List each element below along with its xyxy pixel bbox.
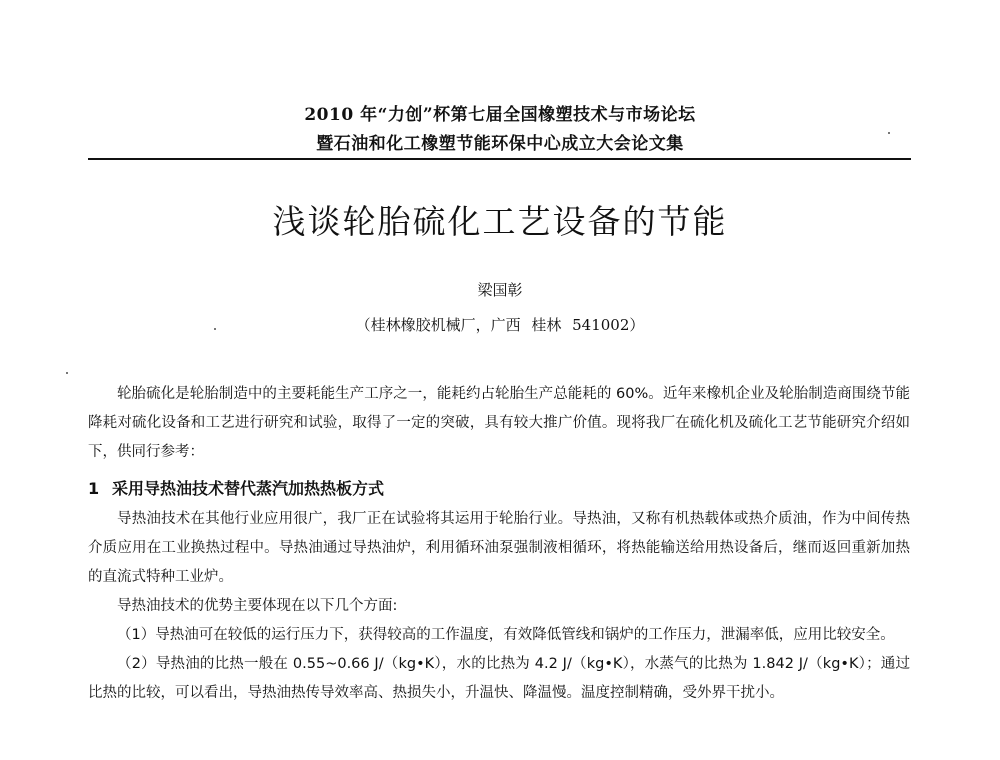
scan-speck xyxy=(888,132,890,134)
proceedings-title-line2: 暨石油和化工橡塑节能环保中心成立大会论文集 xyxy=(316,134,684,154)
header-divider xyxy=(88,158,911,160)
paper-body xyxy=(88,380,910,708)
intro-paragraph: 轮胎硫化是轮胎制造中的主要耗能生产工序之一，能耗约占轮胎生产总能耗的 60%。近年来橡机企业及轮胎制造商围绕节能降耗对硫化设备和工艺进行研究和试验，取得了一定的突破，具有较大推广价值。现将我厂在硫化机及硫化工艺节能研究介绍如下，供同行参考： xyxy=(88,386,910,460)
paper-title: 浅谈轮胎硫化工艺设备的节能 xyxy=(272,202,728,241)
section-heading xyxy=(88,473,910,505)
list-item-1: （1）导热油可在较低的运行压力下，获得较高的工作温度，有效降低管线和锅炉的工作压力，泄漏率低，应用比较安全。 xyxy=(117,627,895,643)
section-paragraph-2: 导热油技术的优势主要体现在以下几个方面: xyxy=(117,598,398,614)
paper-author: 梁国彰 xyxy=(477,281,523,299)
paper-affiliation: （桂林橡胶机械厂，广西 桂林 541002） xyxy=(355,316,645,334)
scan-speck xyxy=(214,328,216,330)
section-heading-text: 采用导热油技术替代蒸汽加热热板方式 xyxy=(112,479,385,498)
scan-speck xyxy=(66,372,68,374)
proceedings-title-line1: 2010 年“力创”杯第七届全国橡塑技术与市场论坛 xyxy=(304,105,696,125)
section-paragraph-1: 导热油技术在其他行业应用很广，我厂正在试验将其运用于轮胎行业。导热油，又称有机热载体或热介质油，作为中间传热介质应用在工业换热过程中。导热油通过导热油炉，利用循环油泵强制液相循环，将热能输送给用热设备后，继而返回重新加热的直流式特种工业炉。 xyxy=(88,511,910,585)
section-number: 1 xyxy=(88,479,100,498)
list-item-2: （2）导热油的比热一般在 0.55~0.66 J/（kg•K），水的比热为 4.2 J/（kg•K），水蒸气的比热为 1.842 J/（kg•K）；通过比热的比较，可以看出，导热油热传导效率高、热损失小，升温快、降温慢。温度控制精确，受外界干扰小。 xyxy=(88,656,910,701)
